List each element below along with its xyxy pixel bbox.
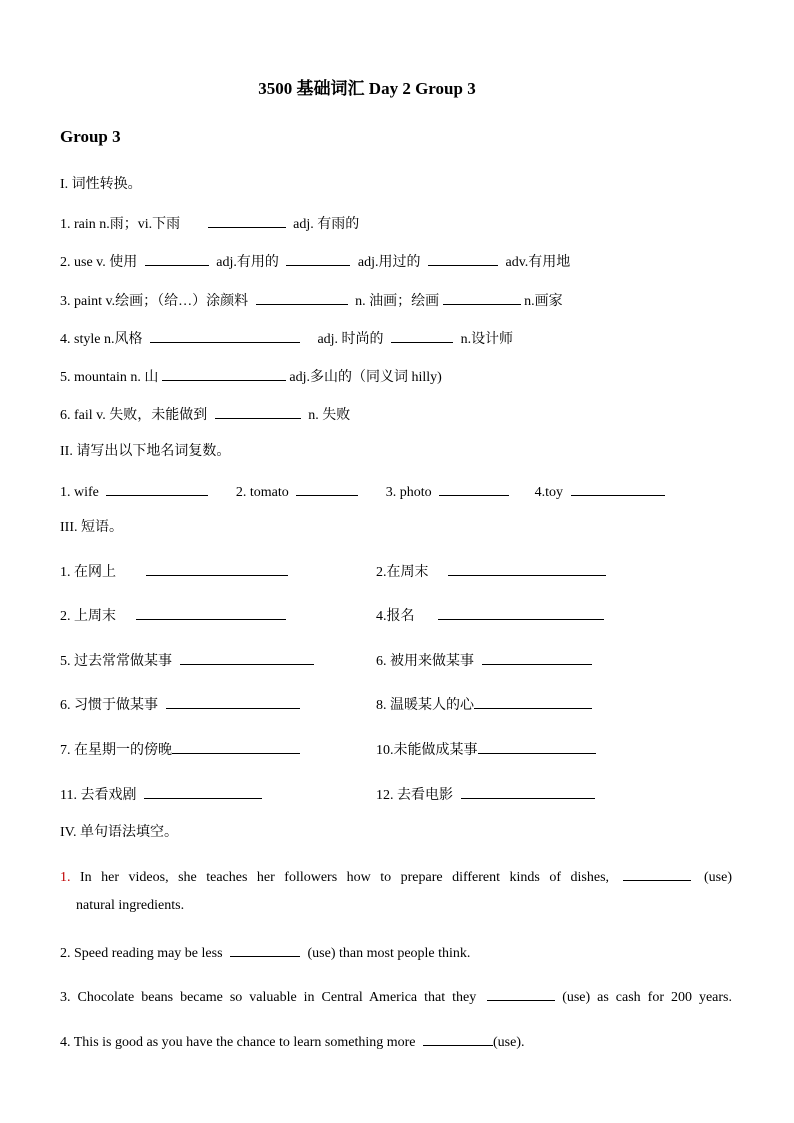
question-4 (60, 1031, 525, 1052)
question-1-text: In her videos, she teaches her followers how to prepare different kinds of dishes, (80, 870, 610, 885)
blank[interactable] (146, 561, 288, 576)
question-1-line-1 (60, 866, 732, 887)
phrase-text: 7. 在星期一的傍晚 (60, 743, 172, 758)
question-1-line-2: natural ingredients. (76, 898, 185, 913)
blank[interactable] (571, 481, 665, 496)
question-1-number: 1. (60, 870, 71, 885)
section-2-heading: II. 请写出以下地名词复数。 (60, 444, 231, 459)
blank[interactable] (487, 986, 555, 1001)
blank[interactable] (166, 694, 300, 709)
blank[interactable] (162, 366, 286, 381)
question-text: (use) than most people think. (307, 946, 471, 961)
item-4-word: 4. style n.风格 (60, 332, 143, 347)
question-text: 3. Chocolate beans became so valuable in Central America that they (60, 990, 477, 1005)
item-3-word: 3. paint v.绘画；（给…）涂颜料 (60, 294, 249, 309)
item-2-word: 2. use v. 使用 (60, 255, 138, 270)
phrase-right-1 (376, 561, 610, 582)
section-4-heading: IV. 单句语法填空。 (60, 825, 178, 840)
phrase-text: 10.未能做成某事 (376, 743, 478, 758)
item-6-form: n. 失败 (308, 408, 351, 423)
blank[interactable] (136, 605, 286, 620)
blank[interactable] (144, 784, 262, 799)
phrase-text: 11. 去看戏剧 (60, 788, 137, 803)
item-4-form-2: n.设计师 (460, 332, 514, 347)
group-heading: Group 3 (60, 127, 121, 146)
blank[interactable] (286, 251, 350, 266)
page-title: 3500 基础词汇 Day 2 Group 3 (258, 79, 476, 98)
blank[interactable] (474, 694, 592, 709)
item-2-form-2: adj.用过的 (357, 255, 421, 270)
blank[interactable] (172, 739, 300, 754)
phrase-right-4 (376, 694, 592, 715)
phrase-right-3 (376, 650, 596, 671)
blank[interactable] (145, 251, 209, 266)
blank[interactable] (448, 561, 606, 576)
blank[interactable] (150, 328, 300, 343)
blank[interactable] (391, 328, 453, 343)
phrase-left-5 (60, 739, 300, 760)
phrase-text: 4.报名 (376, 609, 415, 624)
plural-word-1: 1. wife (60, 485, 99, 500)
item-2 (60, 251, 570, 272)
blank[interactable] (438, 605, 604, 620)
phrase-left-1 (60, 561, 292, 582)
section-3-heading: III. 短语。 (60, 520, 123, 535)
blank[interactable] (461, 784, 595, 799)
plural-row (60, 481, 669, 502)
phrase-text: 6. 被用来做某事 (376, 654, 474, 669)
question-text: (use). (493, 1035, 525, 1050)
item-2-form-3: adv.有用地 (505, 255, 571, 270)
plural-word-3: 3. photo (385, 485, 432, 500)
blank[interactable] (623, 866, 691, 881)
phrase-right-2 (376, 605, 608, 626)
blank[interactable] (428, 251, 498, 266)
blank[interactable] (423, 1031, 493, 1046)
item-4-form-1: adj. 时尚的 (317, 332, 384, 347)
item-1 (60, 213, 359, 234)
blank[interactable] (296, 481, 358, 496)
item-5-word: 5. mountain n. 山 (60, 370, 159, 385)
item-2-form-1: adj.有用的 (216, 255, 279, 270)
phrase-text: 2.在周末 (376, 565, 429, 580)
question-1-hint: (use) (704, 870, 733, 885)
phrase-left-2 (60, 605, 290, 626)
question-text: (use) as cash for 200 years. (562, 990, 732, 1005)
item-5 (60, 366, 442, 387)
question-2 (60, 942, 470, 963)
plural-word-4: 4.toy (534, 485, 564, 500)
phrase-left-3 (60, 650, 318, 671)
phrase-text: 2. 上周末 (60, 609, 116, 624)
blank[interactable] (215, 404, 301, 419)
item-5-form: adj.多山的（同义词 hilly) (289, 370, 442, 385)
item-3-form-1: n. 油画；绘画 (355, 294, 440, 309)
item-3 (60, 290, 563, 311)
item-3-form-2: n.画家 (524, 294, 563, 309)
question-text: 4. This is good as you have the chance to learn something more (60, 1035, 416, 1050)
phrase-text: 1. 在网上 (60, 565, 116, 580)
item-1-word: 1. rain n.雨；vi.下雨 (60, 217, 181, 232)
blank[interactable] (208, 213, 286, 228)
phrase-right-5 (376, 739, 596, 760)
phrase-left-6 (60, 784, 266, 805)
item-6-word: 6. fail v. 失败，未能做到 (60, 408, 208, 423)
phrase-text: 6. 习惯于做某事 (60, 698, 158, 713)
phrase-right-6 (376, 784, 599, 805)
item-1-form: adj. 有雨的 (293, 217, 360, 232)
blank[interactable] (443, 290, 521, 305)
phrase-text: 8. 温暖某人的心 (376, 698, 474, 713)
section-1-heading: I. 词性转换。 (60, 177, 142, 192)
plural-word-2: 2. tomato (235, 485, 289, 500)
blank[interactable] (106, 481, 208, 496)
phrase-text: 5. 过去常常做某事 (60, 654, 172, 669)
blank[interactable] (478, 739, 596, 754)
item-6 (60, 404, 350, 425)
phrase-text: 12. 去看电影 (376, 788, 453, 803)
blank[interactable] (230, 942, 300, 957)
blank[interactable] (482, 650, 592, 665)
phrase-left-4 (60, 694, 304, 715)
question-text: 2. Speed reading may be less (60, 946, 223, 961)
blank[interactable] (180, 650, 314, 665)
question-3 (60, 986, 732, 1007)
blank[interactable] (256, 290, 348, 305)
item-4 (60, 328, 513, 349)
blank[interactable] (439, 481, 509, 496)
